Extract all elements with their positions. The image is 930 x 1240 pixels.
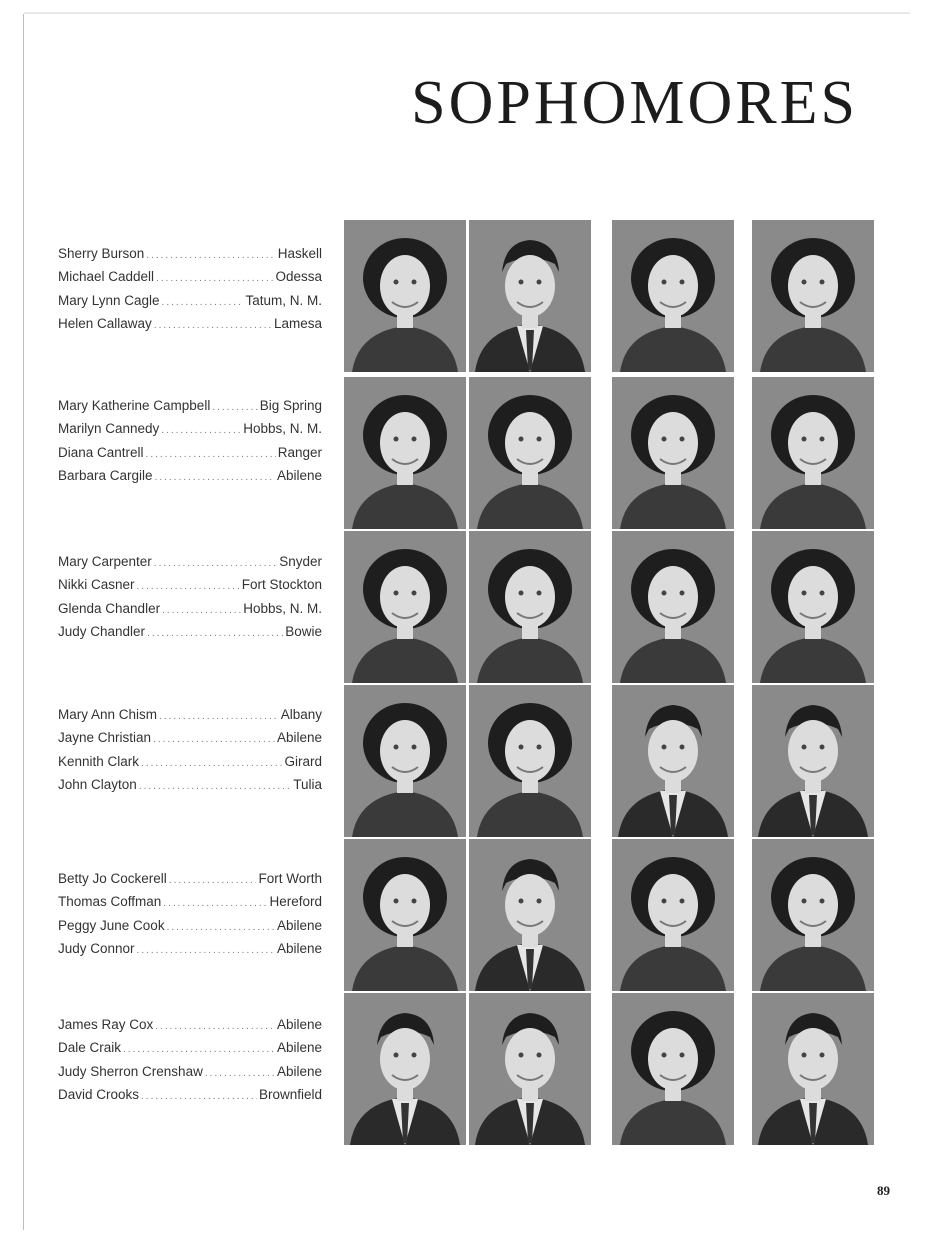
student-entry — [58, 730, 322, 753]
student-hometown: Girard — [284, 753, 322, 769]
student-name: Nikki Casner — [58, 577, 135, 593]
student-entry — [58, 316, 322, 339]
student-name: Jayne Christian — [58, 730, 152, 746]
name-group — [58, 871, 322, 965]
student-name: Mary Ann Chism — [58, 707, 158, 722]
student-name: Judy Chandler — [58, 624, 146, 640]
student-name: Mary Lynn Cagle — [58, 292, 160, 308]
student-entry — [58, 1087, 322, 1110]
student-name: Mary Katherine Campbell — [58, 398, 211, 413]
student-entry — [58, 754, 322, 777]
dot-leader — [154, 320, 272, 331]
name-group — [58, 554, 322, 648]
student-portrait — [752, 993, 874, 1145]
student-entry — [58, 894, 322, 917]
student-portrait — [344, 685, 466, 837]
page-number: 89 — [877, 1183, 890, 1198]
name-group — [58, 1017, 322, 1111]
student-hometown: Odessa — [275, 269, 322, 285]
student-portrait — [469, 839, 591, 991]
student-portrait — [612, 377, 734, 529]
student-hometown: Abilene — [276, 941, 322, 957]
student-portrait — [344, 993, 466, 1145]
student-name: Helen Callaway — [58, 316, 152, 332]
student-hometown: Albany — [280, 707, 322, 722]
dot-leader — [212, 402, 257, 413]
student-hometown: Abilene — [276, 1063, 322, 1079]
dot-leader — [137, 945, 275, 956]
student-entry — [58, 918, 322, 941]
student-name: Peggy June Cook — [58, 917, 165, 933]
dot-leader — [137, 581, 240, 592]
student-portrait — [469, 377, 591, 529]
student-portrait — [469, 531, 591, 683]
student-name: Dale Craik — [58, 1040, 122, 1056]
student-name: James Ray Cox — [58, 1017, 154, 1032]
student-hometown: Fort Stockton — [241, 577, 322, 593]
student-portrait — [612, 839, 734, 991]
student-entry — [58, 269, 322, 292]
student-portrait — [752, 839, 874, 991]
dot-leader — [141, 758, 282, 769]
student-name: Judy Connor — [58, 941, 135, 957]
name-group — [58, 398, 322, 492]
student-entry — [58, 421, 322, 444]
student-hometown: Haskell — [277, 246, 322, 261]
student-hometown: Abilene — [276, 730, 322, 746]
student-hometown: Lamesa — [273, 316, 322, 332]
student-portrait — [344, 220, 466, 372]
dot-leader — [169, 875, 257, 886]
dot-leader — [155, 1021, 275, 1032]
student-name: Sherry Burson — [58, 246, 145, 261]
student-hometown: Snyder — [279, 554, 322, 569]
student-portrait — [752, 220, 874, 372]
student-portrait — [469, 993, 591, 1145]
student-name: Mary Carpenter — [58, 554, 152, 569]
student-hometown: Hobbs, N. M. — [243, 600, 322, 616]
dot-leader — [154, 558, 277, 569]
student-entry — [58, 577, 322, 600]
student-hometown: Hereford — [269, 894, 322, 910]
student-entry — [58, 777, 322, 800]
student-entry — [58, 554, 322, 577]
dot-leader — [162, 605, 241, 616]
student-name: Betty Jo Cockerell — [58, 871, 167, 886]
student-portrait — [612, 220, 734, 372]
student-hometown: Big Spring — [259, 398, 322, 413]
student-portrait — [752, 531, 874, 683]
dot-leader — [205, 1068, 275, 1079]
student-portrait — [612, 685, 734, 837]
page-edge — [24, 12, 910, 14]
student-hometown: Brownfield — [258, 1087, 322, 1103]
student-hometown: Tulia — [293, 777, 322, 793]
dot-leader — [162, 297, 244, 308]
student-hometown: Abilene — [276, 1040, 322, 1056]
portrait-grid — [344, 220, 890, 1146]
student-entry — [58, 468, 322, 491]
dot-leader — [155, 472, 275, 483]
page-title: SOPHOMORES — [411, 69, 858, 137]
student-name: Barbara Cargile — [58, 468, 153, 484]
student-name: Judy Sherron Crenshaw — [58, 1063, 203, 1079]
student-portrait — [612, 993, 734, 1145]
dot-leader — [141, 1091, 257, 1102]
student-portrait — [752, 685, 874, 837]
student-name: David Crooks — [58, 1087, 140, 1103]
student-hometown: Abilene — [276, 468, 322, 484]
dot-leader — [146, 449, 276, 460]
student-name: Kennith Clark — [58, 753, 140, 769]
student-name: John Clayton — [58, 777, 137, 793]
student-name: Marilyn Cannedy — [58, 421, 160, 437]
dot-leader — [159, 711, 279, 722]
student-portrait — [469, 685, 591, 837]
student-entry — [58, 1017, 322, 1040]
student-hometown: Bowie — [285, 624, 322, 640]
student-portrait — [344, 531, 466, 683]
student-hometown: Abilene — [276, 1017, 322, 1032]
dot-leader — [167, 922, 275, 933]
student-hometown: Abilene — [276, 917, 322, 933]
dot-leader — [163, 898, 267, 909]
student-entry — [58, 624, 322, 647]
student-hometown: Fort Worth — [258, 871, 322, 886]
name-group — [58, 707, 322, 801]
student-entry — [58, 707, 322, 730]
student-hometown: Tatum, N. M. — [245, 292, 322, 308]
student-hometown: Ranger — [277, 444, 322, 460]
page-binding-edge — [23, 14, 24, 1230]
student-name: Glenda Chandler — [58, 600, 161, 616]
student-entry — [58, 601, 322, 624]
name-group — [58, 246, 322, 340]
student-entry — [58, 445, 322, 468]
dot-leader — [139, 781, 291, 792]
student-portrait — [752, 377, 874, 529]
student-entry — [58, 941, 322, 964]
student-entry — [58, 871, 322, 894]
dot-leader — [153, 734, 275, 745]
student-hometown: Hobbs, N. M. — [243, 421, 322, 437]
student-portrait — [344, 839, 466, 991]
dot-leader — [147, 628, 283, 639]
student-portrait — [612, 531, 734, 683]
student-portrait — [469, 220, 591, 372]
student-portrait — [344, 377, 466, 529]
student-entry — [58, 246, 322, 269]
student-entry — [58, 398, 322, 421]
student-name: Diana Cantrell — [58, 444, 144, 460]
student-entry — [58, 293, 322, 316]
student-entry — [58, 1064, 322, 1087]
student-name: Thomas Coffman — [58, 894, 162, 910]
student-entry — [58, 1040, 322, 1063]
dot-leader — [146, 250, 275, 261]
dot-leader — [161, 425, 241, 436]
dot-leader — [123, 1044, 275, 1055]
student-name: Michael Caddell — [58, 269, 155, 285]
dot-leader — [156, 273, 273, 284]
